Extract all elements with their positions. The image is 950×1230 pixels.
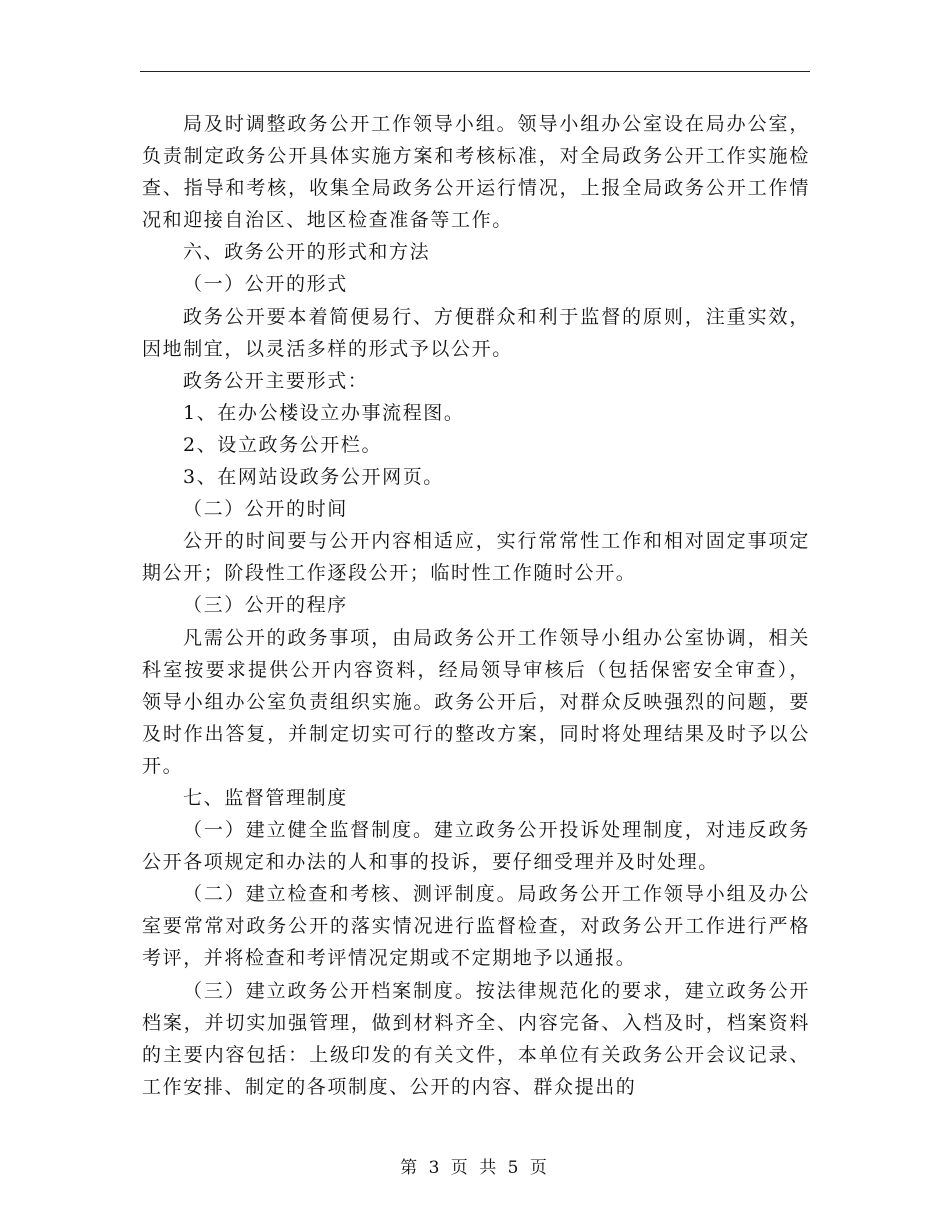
- document-body: [142, 108, 810, 1103]
- subsection-heading-form: （一）公开的形式: [183, 273, 348, 296]
- paragraph-procedure: 凡需公开的政务事项，由局政务公开工作领导小组办公室协调，相关科室按要求提供公开内容资料，经局领导审核后（包括保密安全审查），领导小组办公室负责组织实施。政务公开后，对群众反映强烈的问题，要及时作出答复，并制定切实可行的整改方案，同时将处理结果及时予以公开。: [142, 626, 810, 777]
- section-heading-6: 六、政务公开的形式和方法: [183, 241, 431, 264]
- header-rule: [140, 71, 810, 72]
- list-item-2: 2、设立政务公开栏。: [183, 433, 383, 456]
- paragraph-supervision: （一）建立健全监督制度。建立政务公开投诉处理制度，对违反政务公开各项规定和办法的人和事的投诉，要仔细受理并及时处理。: [142, 819, 810, 874]
- list-item-3: 3、在网站设政务公开网页。: [183, 466, 444, 489]
- paragraph-archive: （三）建立政务公开档案制度。按法律规范化的要求，建立政务公开档案，并切实加强管理，做到材料齐全、内容完备、入档及时，档案资料的主要内容包括：上级印发的有关文件，本单位有关政务公开会议记录、工作安排、制定的各项制度、公开的内容、群众提出的: [142, 979, 810, 1098]
- list-item-1: 1、在办公楼设立办事流程图。: [183, 401, 465, 424]
- paragraph-1: 局及时调整政务公开工作领导小组。领导小组办公室设在局办公室，负责制定政务公开具体实施方案和考核标准，对全局政务公开工作实施检查、指导和考核，收集全局政务公开运行情况，上报全局政务公开工作情况和迎接自治区、地区检查准备等工作。: [142, 113, 810, 232]
- paragraph-time: 公开的时间要与公开内容相适应，实行常常性工作和相对固定事项定期公开；阶段性工作逐段公开；临时性工作随时公开。: [142, 530, 810, 585]
- subsection-heading-time: （二）公开的时间: [183, 498, 348, 521]
- paragraph-form-principle: 政务公开要本着简便易行、方便群众和利于监督的原则，注重实效，因地制宜，以灵活多样的形式予以公开。: [142, 305, 810, 360]
- paragraph-main-forms: 政务公开主要形式：: [183, 369, 369, 392]
- section-heading-7: 七、监督管理制度: [183, 786, 348, 809]
- page-number-footer: 第 3 页 共 5 页: [400, 1158, 550, 1178]
- paragraph-inspection: （二）建立检查和考核、测评制度。局政务公开工作领导小组及办公室要常常对政务公开的落实情况进行监督检查，对政务公开工作进行严格考评，并将检查和考评情况定期或不定期地予以通报。: [142, 883, 810, 970]
- subsection-heading-procedure: （三）公开的程序: [183, 594, 348, 617]
